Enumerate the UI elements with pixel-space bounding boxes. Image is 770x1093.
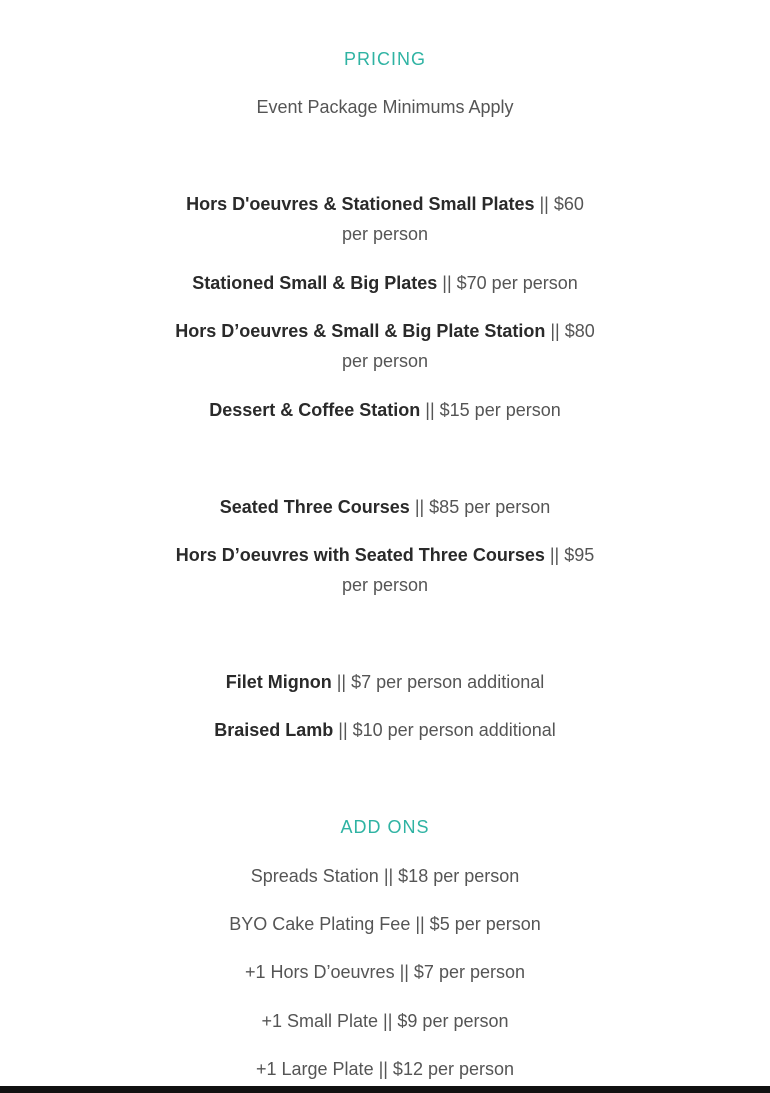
price-item-price: || $15 per person: [420, 400, 561, 420]
price-item: [0, 268, 770, 298]
addon-item: +1 Small Plate || $9 per person: [261, 1011, 509, 1031]
price-item-name: Seated Three Courses: [219, 497, 410, 517]
price-item-price: || $10 per person additional: [333, 720, 556, 740]
price-item-price-continued: per person: [341, 224, 429, 244]
price-item-name: Filet Mignon: [225, 672, 332, 692]
price-item: [0, 316, 770, 346]
bottom-bar: [0, 1086, 770, 1093]
price-item: [0, 667, 770, 697]
price-item: [0, 492, 770, 522]
price-item: [0, 189, 770, 219]
price-item-name: Hors D’oeuvres with Seated Three Courses: [175, 545, 545, 565]
price-item-price: || $70 per person: [437, 273, 578, 293]
addons-heading: ADD ONS: [340, 817, 430, 837]
price-item-name: Hors D'oeuvres & Stationed Small Plates: [186, 194, 535, 214]
price-item-name: Braised Lamb: [214, 720, 334, 740]
price-item-price: || $7 per person additional: [331, 672, 545, 692]
price-item-price: || $80: [545, 321, 595, 341]
pricing-heading: PRICING: [343, 49, 426, 69]
addon-item: BYO Cake Plating Fee || $5 per person: [229, 914, 541, 934]
price-item-price: || $60: [534, 194, 584, 214]
price-item: [0, 540, 770, 570]
addon-item: +1 Large Plate || $12 per person: [255, 1059, 515, 1079]
price-item-name: Hors D’oeuvres & Small & Big Plate Station: [175, 321, 546, 341]
price-item: [0, 395, 770, 425]
addon-item: Spreads Station || $18 per person: [250, 866, 520, 886]
pricing-subheading: Event Package Minimums Apply: [256, 97, 514, 117]
price-item-name: Dessert & Coffee Station: [209, 400, 421, 420]
price-item-price: || $85 per person: [409, 497, 551, 517]
price-item: [0, 715, 770, 745]
price-item-name: Stationed Small & Big Plates: [192, 273, 438, 293]
price-item-price: || $95: [544, 545, 595, 565]
addon-item: +1 Hors D’oeuvres || $7 per person: [245, 962, 525, 982]
price-item-price-continued: per person: [341, 351, 429, 371]
price-item-price-continued: per person: [341, 575, 429, 595]
